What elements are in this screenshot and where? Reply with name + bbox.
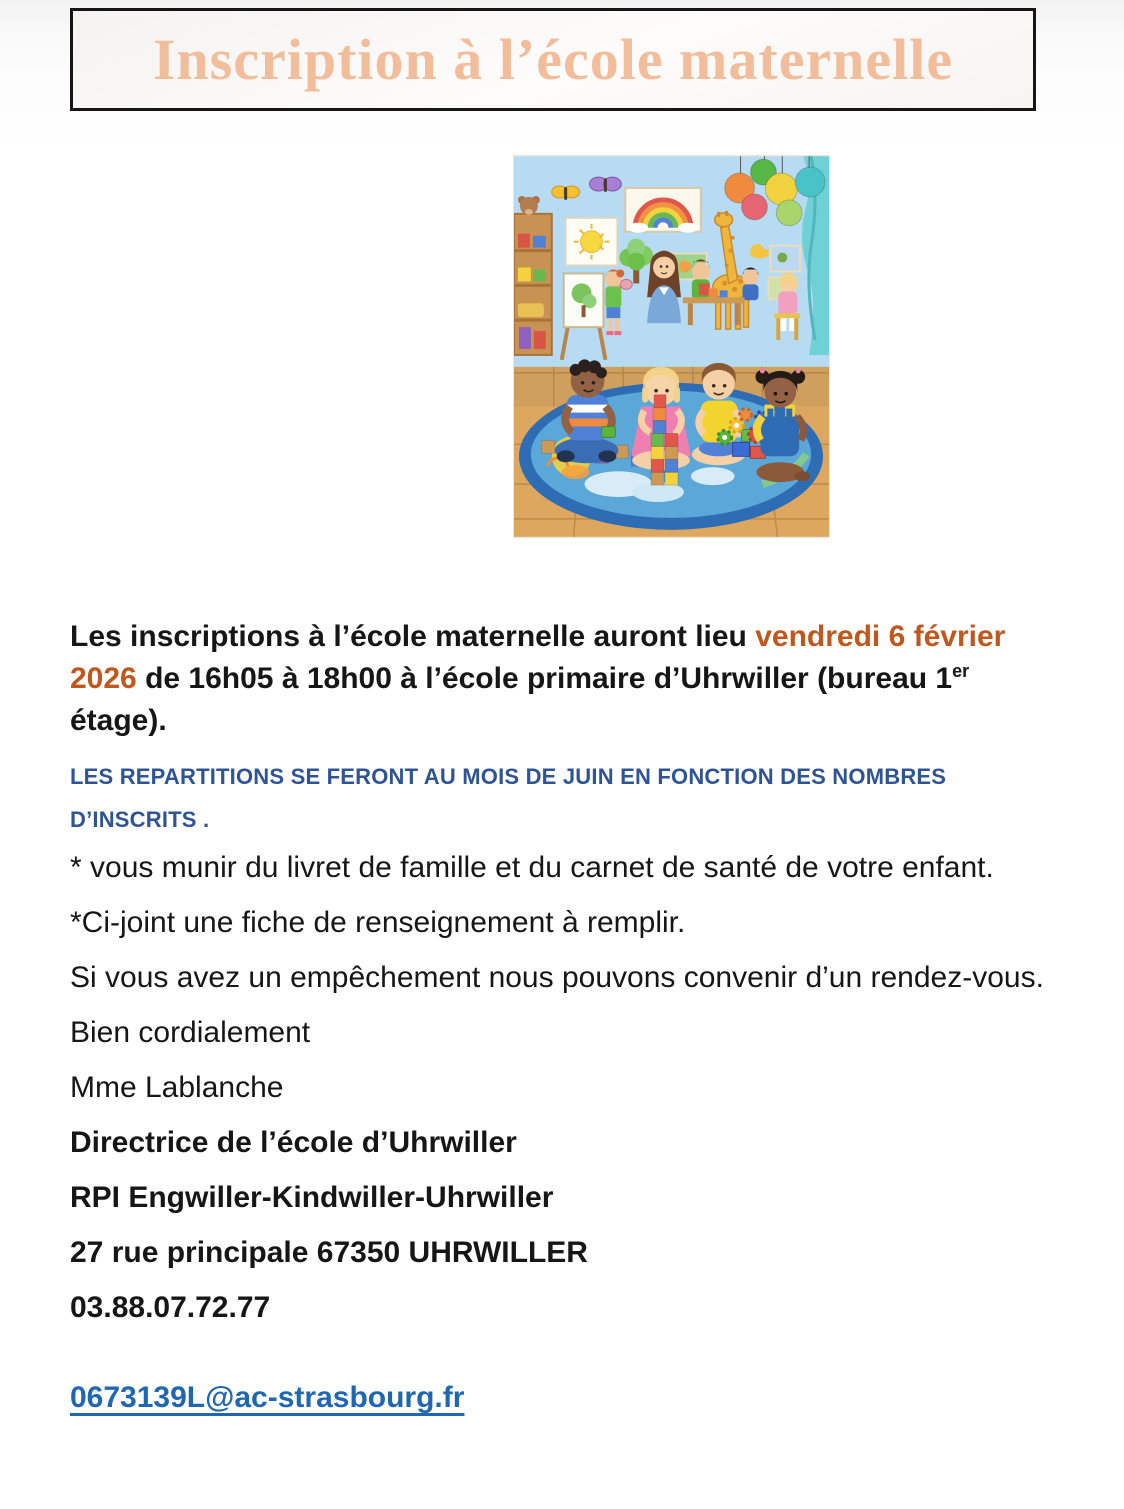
classroom-illustration-svg xyxy=(514,156,829,537)
intro-superscript: er xyxy=(952,661,970,681)
page-title: Inscription à l’école maternelle xyxy=(152,27,954,92)
classroom-illustration xyxy=(513,155,830,538)
rainbow-picture xyxy=(625,188,701,233)
toy-shelf xyxy=(514,196,552,355)
paragraph-cordialement: Bien cordialement xyxy=(70,1016,311,1049)
intro-date-highlight: vendredi 6 février 2026 xyxy=(70,620,1006,695)
signature-phone: 03.88.07.72.77 xyxy=(70,1291,271,1324)
signature-address: 27 rue principale 67350 UHRWILLER xyxy=(70,1236,588,1269)
intro-text-1: Les inscriptions à l’école maternelle auront lieu xyxy=(70,620,756,653)
signature-role: Directrice de l’école d’Uhrwiller xyxy=(70,1126,517,1159)
intro-text-2: de 16h05 à 18h00 à l’école primaire d’Uhrwiller (bureau 1 xyxy=(136,662,953,695)
intro-paragraph xyxy=(70,616,1045,742)
signature-rpi: RPI Engwiller-Kindwiller-Uhrwiller xyxy=(70,1181,554,1214)
intro-text-3: étage). xyxy=(70,704,167,737)
title-banner xyxy=(70,8,1036,111)
paragraph-fiche: *Ci-joint une fiche de renseignement à remplir. xyxy=(70,906,686,939)
document-body xyxy=(70,616,1045,1419)
notice-paragraph: LES REPARTITIONS SE FERONT AU MOIS DE JUIN EN FONCTION DES NOMBRES D’INSCRITS . xyxy=(70,764,947,832)
sun-picture xyxy=(566,218,618,266)
email-link[interactable]: 0673139L@ac-strasbourg.fr xyxy=(70,1381,465,1414)
paragraph-rendez-vous: Si vous avez un empêchement nous pouvons convenir d’un rendez-vous. xyxy=(70,961,1044,994)
paragraph-nom: Mme Lablanche xyxy=(70,1071,284,1104)
paragraph-livret: * vous munir du livret de famille et du carnet de santé de votre enfant. xyxy=(70,851,994,884)
email-row xyxy=(70,1377,1045,1419)
teacher xyxy=(647,251,681,324)
